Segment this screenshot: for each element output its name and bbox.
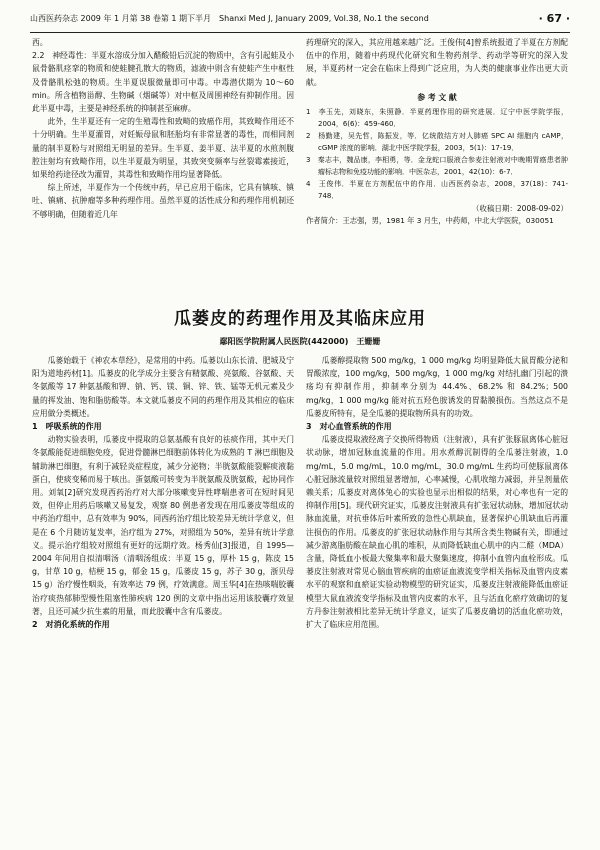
reference-item: 3 秦志丰，魏品康，李相勇，等．金龙蛇口服液合参麦注射液对中晚期胃癌患者肿瘤标志物和免疫功能的影响．中医杂志，2001，42(10)：6-7． [306,156,568,177]
paragraph: 药理研究的深入，其应用越来越广泛。王俊伟[4]曾系统报道了半夏在方剂配伍中的作用，随着中药现代化研究和生物药剂学、药动学等研究的深入发展，半夏药材一定会在临床上得到广泛应用，为人类的健康事业作出更大贡献。 [306,38,568,87]
article-right-column [306,354,568,846]
received-date: （收稿日期：2008-09-02） [471,204,568,214]
reference-item: 2 杨勤建，吴先哲，陈振发，等．亿统散结方对人肺癌 SPC AI 细胞内 cAMP，cGMP 浓度的影响．湖北中医学院学报，2003，5(1)：17-19． [306,132,568,153]
running-header [30,6,570,33]
references-heading: 参 考 文 献 [417,92,457,102]
reference-item: 4 王俊伟．半夏在方剂配伍中的作用．山西医药杂志，2008，37(18)：741-748． [306,180,568,201]
section-heading: 3 对心血管系统的作用 [306,422,392,432]
article-left-column [32,354,294,846]
reference-list [306,106,568,202]
prev-article-right-column [306,36,568,288]
paragraph: 瓜蒌始载于《神农本草经》，是常用的中药。瓜蒌以山东长清、肥城及宁阳为道地药材[1]。瓜蒌皮的化学成分主要含有精氨酸、亮氨酸、谷氨酸、天冬氨酸等 17 种氨基酸和钾、钠、钙、镁、铜、锌、铁、锰等无机元素及少量的挥发油、饱和脂肪酸等。本文就瓜蒌皮不同的药理作用及其相应的临床应用做分类概述。 [32,356,294,418]
article-byline: 鄢阳医学院附属人民医院(442000) 王姗姗 [219,337,381,346]
paragraph: 综上所述，半夏作为一个传统中药，早已应用于临床，它具有镇咳、镇吐、镇痛、抗肿瘤等多种药理作用。虽然半夏的活性成分和药理作用机制还不够明确，但随着近几年 [32,183,294,219]
section-heading: 1 呼吸系统的作用 [32,422,102,432]
article-title: 瓜蒌皮的药理作用及其临床应用 [174,309,426,329]
paragraph: 瓜蒌醇提取物 500 mg/kg，1 000 mg/kg 均明显降低大鼠胃酸分泌和胃酸浓度，100 mg/kg，500 mg/kg，1 000 mg/kg 对结扎幽门引起的溃疡均有抑制作用，抑制率分别为 44.4%、68.2% 和 84.2%；500 mg/kg，1 000 mg/kg 能对抗五羟色胺诱发的胃黏膜损伤。当然这点不是瓜蒌皮所特有，是全瓜蒌的提取物所具有的功效。 [306,356,568,418]
page-number: · 67 · [538,12,570,25]
paragraph: 西。 [32,38,48,47]
prev-article-left-column [32,36,294,288]
paragraph: 动物实验表明，瓜蒌皮中提取的总氨基酸有良好的祛痰作用，其中天门冬氨酸能促进细胞免疫，促进骨髓淋巴细胞前体转化为成熟的 T 淋巴细胞及辅助淋巴细胞，有利于减轻炎症程度，减少分泌物；半胱氨酸能裂解痰液黏蛋白，使痰变稀而易于咳出。蛋氨酸可转变为半胱氨酸及胱氨酸，起协同作用。刘氧[2]研究发现西药治疗对大部分咳嗽变异性哮喘患者可在短时间见效，但停止用药后咳嗽又易复发，观察 80 例患者发现在用瓜蒌皮等组成的中药治疗组中，总有效率为 90%，同西药治疗组比较差异无统计学意义，但是在 6 个月随访复发率，治疗组为 27%，对照组为 50%，差异有统计学意义。提示治疗组较对照组有更好的远期疗效。杨秀仙[3]报道，自 1995—2004 年间用自拟清咽汤（清咽汤组成：半夏 15 g，厚朴 15 g，陈皮 15 g，甘草 10 g，桔梗 15 g，郁金 15 g，瓜蒌皮 15 g，苏子 30 g，浙贝母 15 g）治疗慢性咽炎，有效率达 79 例，疗效满意。周玉华[4]在热咳喘胶囊治疗痰热郁肺型慢性阻塞性肺疾病 120 例的文章中指出运用该胶囊疗效显著，且还可减少抗生素的用量，而此胶囊中含有瓜蒌皮。 [32,435,294,616]
paragraph: 2.2 神经毒性：半夏水溶成分加入醋酸铅后沉淀的物质中，含有引起蛙及小鼠骨骼肌痉挛的物质和使蛙腱孔散大的物质，滤液中则含有使蛙产生中枢性及骨骼肌松弛的物质。生半夏误服微量即可中毒。中毒潜伏期为 10～60 min。所含植物甾醇、生物碱（烟碱等）对中枢及周围神经有抑制作用。因此半夏中毒，主要是神经系统的抑制甚至麻痹。 [32,51,294,114]
reference-item: 1 李玉先，刘晓东，朱照静．半夏药理作用的研究进展．辽宁中医学院学报，2004，6(6)：459-460． [306,108,568,129]
journal-info: 山西医药杂志 2009 年 1 月第 38 卷第 1 期下半月 Shanxi Med J, January 2009, Vol.38, No.1 the second [30,14,429,23]
paragraph: 此外，生半夏还有一定的生殖毒性和致畸的致癌作用，其致畸作用还不十分明确。生半夏灌胃，对妊娠母鼠和胚胎均有非常显著的毒性，而相同剂量的制半夏粉与对照组无明显的差异。生半夏、姜半夏、法半夏的水煎剂腹腔注射均有致畸作用，以生半夏最为明显，其致突变频率与丝裂霉素接近，如果给药途径改为灌胃，其毒性和致畸作用均显著降低。 [32,117,294,180]
section-heading: 2 对消化系统的作用 [32,620,110,630]
paragraph: 瓜蒌皮提取液经离子交换所得物质（注射液），具有扩张豚鼠离体心脏冠状动脉，增加冠脉血流量的作用。用水煮醇沉制得的全瓜蒌注射液，1.0 mg/mL，5.0 mg/mL，10.0 mg/mL，30.0 mg/mL 生药均可使豚鼠离体心脏冠脉流量较对照组显著增加，心率减慢，心肌收缩力减弱，并呈剂量依赖关系；瓜蒌皮对离体兔心的实验也显示出相似的结果，对心率也有一定的抑制作用[5]。现代研究证实，瓜蒌皮注射液具有扩张冠状动脉，增加冠状动脉血流量，对抗垂体后叶素所致的急性心肌缺血，显著保护心肌缺血后再灌注损伤的作用。瓜蒌皮的扩张冠状动脉作用与其所含类生物碱有关，即通过减少游离脂肪酸在缺血心肌的堆积，从而降低缺血心肌中的内二醛（MDA）含量，降低血小板最大聚集率和最大聚集速度，抑制小血管内血栓形成。瓜蒌皮注射液对常见心脑血管疾病的血瘀证血液流变学相关指标及血管内皮素水平的观察和血瘀证实验动物模型的研究证实，瓜蒌皮注射液能降低血瘀证模型大鼠血液流变学指标及血管内皮素的水平，且与活血化瘀疗效确切的复方丹参注射液相比差异无统计学意义，证实了瓜蒌皮确切的活血化瘀功效，扩大了临床应用范围。 [306,435,568,630]
author-note: 作者简介：王志强，男，1981 年 3 月生，中药师，中北大学医院，030051 [306,216,554,226]
